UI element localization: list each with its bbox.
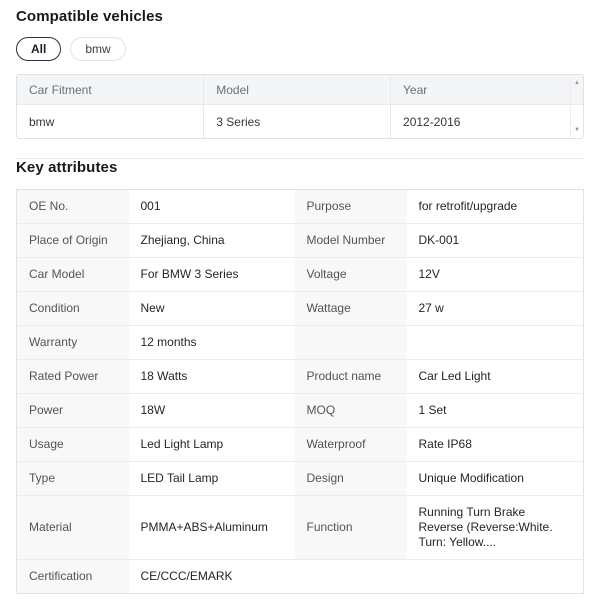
attribute-label: OE No.	[17, 190, 129, 224]
compatible-vehicles-title: Compatible vehicles	[16, 8, 163, 25]
key-attributes-table	[16, 189, 584, 594]
column-header: Model	[204, 75, 391, 105]
attribute-label: Power	[17, 394, 129, 428]
filter-pill-all[interactable]: All	[16, 37, 61, 61]
filter-pill-bmw[interactable]: bmw	[70, 37, 125, 61]
attribute-value: Zhejiang, China	[129, 224, 295, 258]
attribute-row	[17, 360, 584, 394]
attribute-label: Certification	[17, 560, 129, 594]
attribute-value: 001	[129, 190, 295, 224]
compatible-vehicles-table	[16, 74, 584, 139]
column-header: Car Fitment	[17, 75, 204, 105]
vehicles-body	[17, 105, 583, 139]
attribute-value: LED Tail Lamp	[129, 462, 295, 496]
attribute-label: Rated Power	[17, 360, 129, 394]
scroll-up-icon[interactable]: ▲	[574, 80, 580, 86]
scroll-down-icon[interactable]: ▼	[574, 127, 580, 133]
attribute-label: Model Number	[295, 224, 407, 258]
attribute-row	[17, 394, 584, 428]
attribute-label: Type	[17, 462, 129, 496]
attribute-row	[17, 326, 584, 360]
attribute-row	[17, 258, 584, 292]
attribute-value: Unique Modification	[407, 462, 584, 496]
attribute-value: For BMW 3 Series	[129, 258, 295, 292]
key-attributes-title: Key attributes	[16, 159, 118, 176]
attribute-label	[295, 560, 407, 594]
attribute-label: Car Model	[17, 258, 129, 292]
attribute-row	[17, 560, 584, 594]
table-cell: bmw	[17, 105, 204, 139]
attribute-value: for retrofit/upgrade	[407, 190, 584, 224]
vehicles-header-row	[17, 75, 583, 105]
attribute-label: Design	[295, 462, 407, 496]
attribute-value: DK-001	[407, 224, 584, 258]
attribute-value: Running Turn Brake Reverse (Reverse:White. Turn: Yellow....	[407, 496, 584, 560]
attribute-value: 12V	[407, 258, 584, 292]
table-row	[17, 105, 583, 139]
attribute-value: Led Light Lamp	[129, 428, 295, 462]
attr-body	[17, 190, 584, 594]
attribute-value	[407, 560, 584, 594]
attribute-label: Warranty	[17, 326, 129, 360]
attribute-label: Wattage	[295, 292, 407, 326]
attribute-value: New	[129, 292, 295, 326]
column-header: Year	[391, 75, 583, 105]
table-cell: 3 Series	[204, 105, 391, 139]
attribute-value: 18W	[129, 394, 295, 428]
attribute-value	[407, 326, 584, 360]
vehicle-filters	[16, 37, 584, 61]
attribute-label: Condition	[17, 292, 129, 326]
attribute-label: Purpose	[295, 190, 407, 224]
attribute-label	[295, 326, 407, 360]
attribute-label: Place of Origin	[17, 224, 129, 258]
attribute-value: Car Led Light	[407, 360, 584, 394]
table-cell: 2012-2016	[391, 105, 583, 139]
attribute-value: 12 months	[129, 326, 295, 360]
attribute-row	[17, 292, 584, 326]
attribute-value: 1 Set	[407, 394, 584, 428]
vehicles-table-scrollbar[interactable]	[570, 75, 583, 138]
attribute-label: Material	[17, 496, 129, 560]
attribute-label: Voltage	[295, 258, 407, 292]
attribute-label: Function	[295, 496, 407, 560]
attribute-row	[17, 496, 584, 560]
attribute-row	[17, 190, 584, 224]
attribute-value: 18 Watts	[129, 360, 295, 394]
attribute-label: Product name	[295, 360, 407, 394]
attribute-value: CE/CCC/EMARK	[140, 569, 233, 583]
attribute-label: Usage	[17, 428, 129, 462]
attribute-value: Rate IP68	[407, 428, 584, 462]
attribute-row	[17, 224, 584, 258]
attribute-label: MOQ	[295, 394, 407, 428]
attribute-value: 27 w	[407, 292, 584, 326]
attribute-row	[17, 428, 584, 462]
attribute-label: Waterproof	[295, 428, 407, 462]
attribute-value: PMMA+ABS+Aluminum	[129, 496, 295, 560]
attribute-row	[17, 462, 584, 496]
